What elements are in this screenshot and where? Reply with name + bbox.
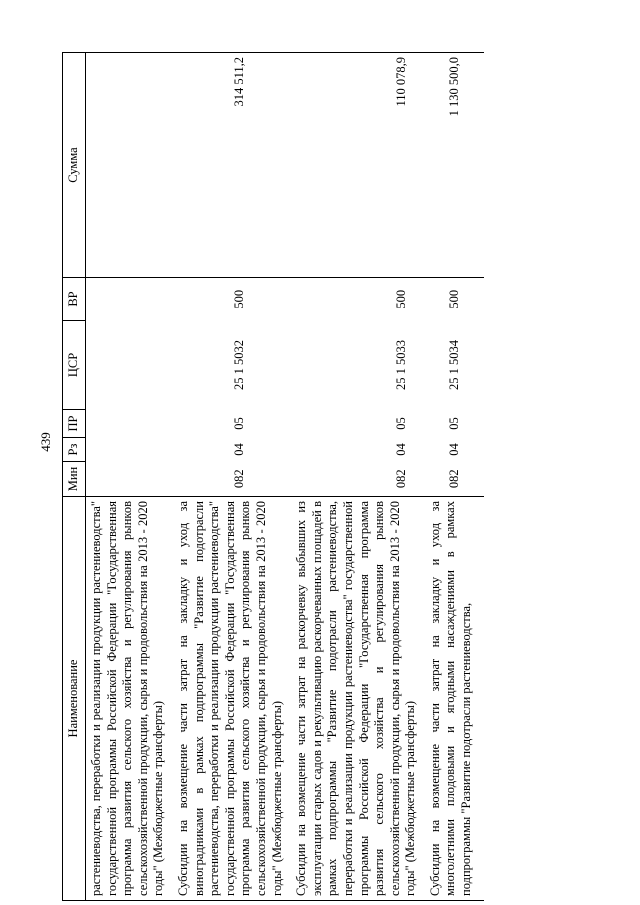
row-name: Субсидии на возмещение части затрат на закладку и уход за многолетними плодовыми и ягодными насаждениями в рамках подпрограммы "Развитие подотрасли растениеводства, [427, 501, 474, 896]
row-sum: 110 078,9 [393, 57, 408, 107]
row-min: 082 [447, 469, 462, 489]
vr-column [86, 278, 484, 321]
row-vr: 500 [447, 289, 462, 309]
row-rz: 04 [232, 443, 246, 456]
csr-column [86, 321, 484, 410]
row-min: 082 [232, 469, 246, 489]
row-sum: 314 511,2 [232, 57, 246, 107]
row-name: Субсидии на возмещение части затрат на закладку и уход за виноградниками в рамках подпрограммы "Развитие подотрасли растениеводства, переработки и реализации продукции растениеводства" государственной программы Российской Федерации "Государственная программа развития сельского хозяйства и регулирования рынков сельскохозяйственной продукции, сырья и продовольствия на 2013 - 2020 годы" (Межбюджетные трансферты) [175, 501, 284, 896]
header-name: Наименование [63, 497, 86, 901]
sum-column [86, 53, 484, 278]
budget-table [62, 52, 484, 901]
row-name: растениеводства, переработки и реализации продукции растениеводства" государственной программы Российской Федерации "Государственная программа развития сельского хозяйства и регулирования рынков сельскохозяйственной продукции, сырья и продовольствия на 2013 - 2020 годы" (Межбюджетные трансферты) [89, 501, 166, 896]
row-csr: 25 1 5032 [232, 340, 246, 390]
min-column [86, 462, 484, 497]
row-rz: 04 [393, 443, 408, 456]
header-pr: ПР [63, 410, 86, 438]
header-vr: ВР [63, 278, 86, 321]
header-rz: Рз [63, 438, 86, 462]
row-csr: 25 1 5034 [447, 340, 462, 390]
page-number: 439 [38, 432, 53, 452]
row-pr: 05 [232, 417, 246, 430]
row-min: 082 [393, 469, 408, 489]
rz-column [86, 438, 484, 462]
row-sum: 1 130 500,0 [447, 57, 462, 117]
row-rz: 04 [447, 443, 462, 456]
row-vr: 500 [232, 289, 246, 309]
row-vr: 500 [393, 289, 408, 309]
header-csr: ЦСР [63, 321, 86, 410]
row-pr: 05 [447, 417, 462, 430]
table-body-row [86, 53, 484, 901]
header-sum: Сумма [63, 53, 86, 278]
row-name: Субсидии на возмещение части затрат на раскорчевку выбывших из эксплуатации старых садов и рекультивацию раскорчеванных площадей в рамках подпрограммы "Развитие подотрасли растениеводства, переработки и реализации продукции растениеводства" государственной программы Российской Федерации "Государственная программа развития сельского хозяйства и регулирования рынков сельскохозяйственной продукции, сырья и продовольствия на 2013 - 2020 годы" (Межбюджетные трансферты) [294, 501, 418, 896]
row-pr: 05 [393, 417, 408, 430]
header-min: Мин [63, 462, 86, 497]
rotated-page [62, 0, 640, 905]
table-header-row [63, 53, 86, 901]
names-column [86, 497, 484, 901]
pr-column [86, 410, 484, 438]
row-csr: 25 1 5033 [393, 340, 408, 390]
